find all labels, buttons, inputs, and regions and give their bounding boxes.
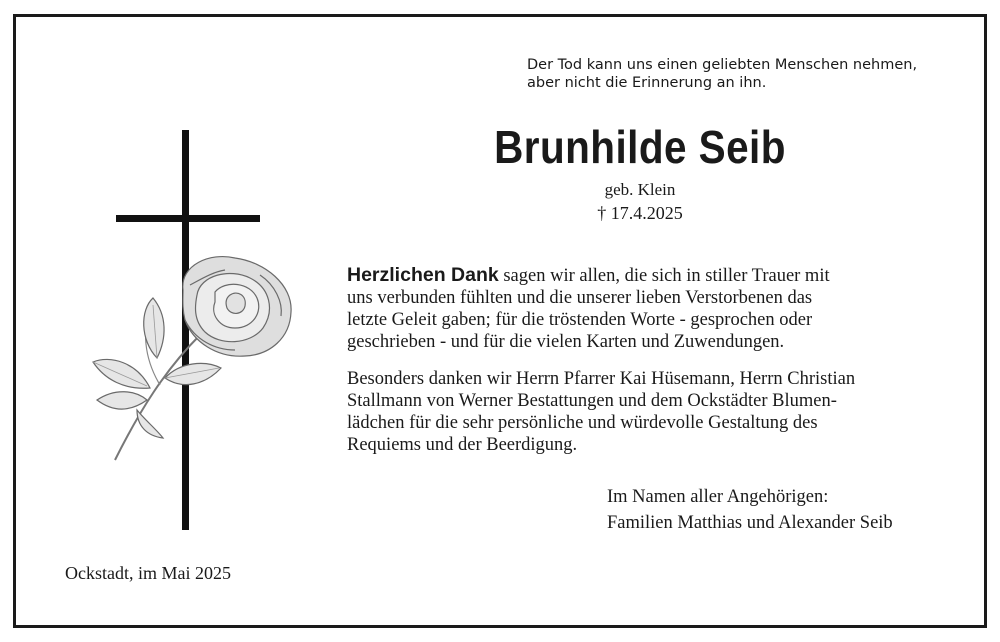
quote-line-1: Der Tod kann uns einen geliebten Menschen nehmen,	[527, 57, 918, 73]
cross-beam	[116, 215, 260, 222]
deceased-name: Brunhilde Seib	[494, 121, 786, 173]
thanks-paragraph-1	[347, 264, 947, 353]
thanks-p1-line: uns verbunden fühlten und die unserer lieben Verstorbenen das	[347, 288, 813, 308]
thanks-p2-line: Requiems und der Beerdigung.	[347, 435, 578, 455]
death-date: † 17.4.2025	[597, 203, 683, 223]
thanks-p2-line: Stallmann von Werner Bestattungen und dem Ockstädter Blumen-	[347, 391, 837, 411]
signature-line-2: Familien Matthias und Alexander Seib	[607, 513, 893, 533]
thanks-p1-line: sagen wir allen, die sich in stiller Trauer mit	[498, 266, 830, 286]
thanks-paragraph-2	[347, 368, 947, 456]
quote-line-2: aber nicht die Erinnerung an ihn.	[527, 75, 767, 91]
place-date: Ockstadt, im Mai 2025	[65, 563, 231, 583]
rose-icon	[85, 250, 300, 465]
signature	[607, 484, 893, 536]
signature-line-1: Im Namen aller Angehörigen:	[607, 487, 829, 507]
thanks-p2-line: Besonders danken wir Herrn Pfarrer Kai Hüsemann, Herrn Christian	[347, 369, 856, 389]
thanks-p1-line: letzte Geleit gaben; für die tröstenden Worte - gesprochen oder	[347, 310, 813, 330]
memorial-quote	[527, 56, 967, 92]
thanks-p1-line: geschrieben - und für die vielen Karten und Zuwendungen.	[347, 332, 785, 352]
thanks-p2-line: lädchen für die sehr persönliche und würdevolle Gestaltung des	[347, 413, 818, 433]
thanks-headline: Herzlichen Dank	[347, 264, 499, 286]
birth-name: geb. Klein	[604, 180, 676, 199]
